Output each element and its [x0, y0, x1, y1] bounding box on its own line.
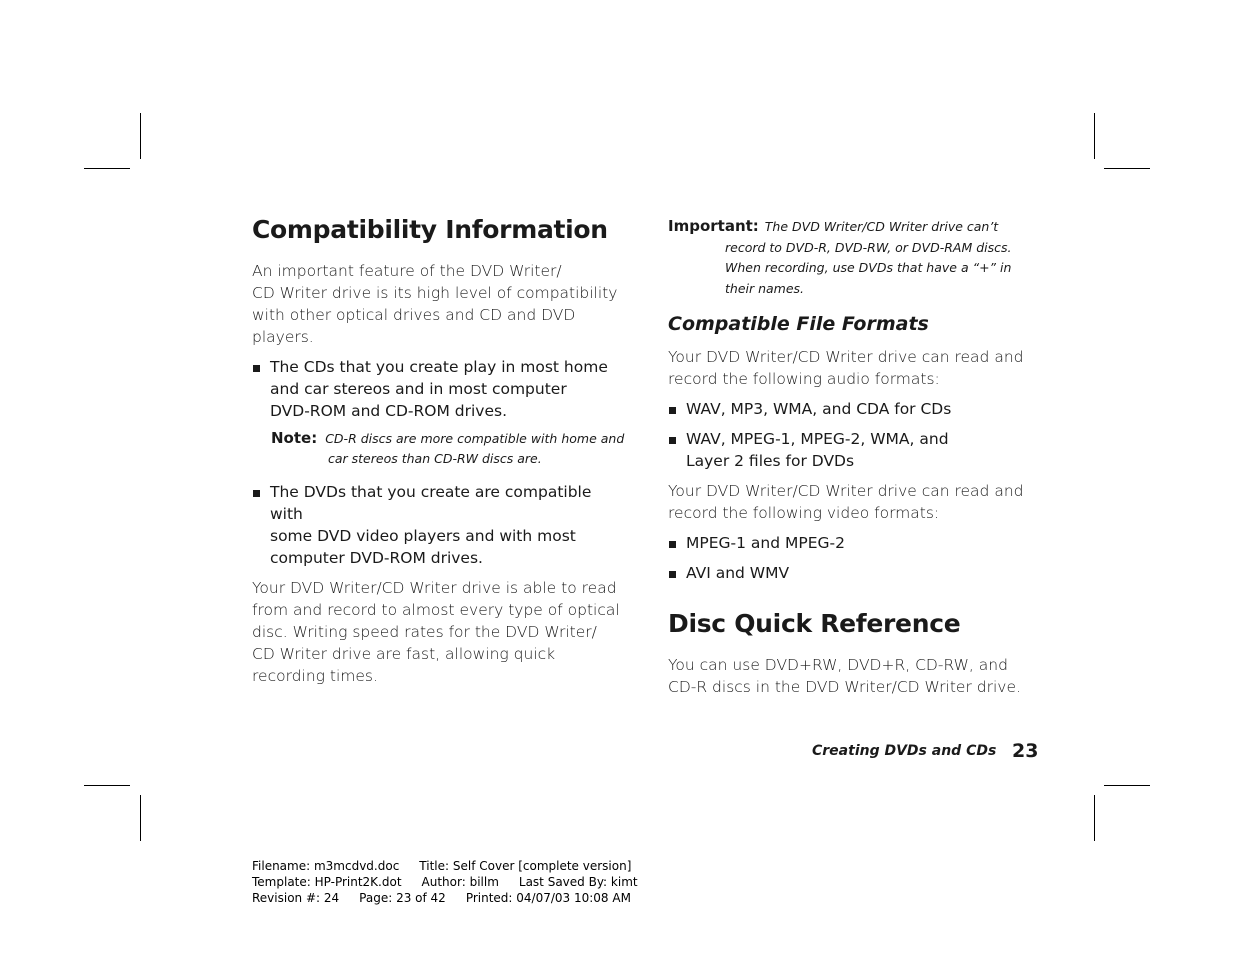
crop-mark [84, 168, 130, 169]
meta-author: Author: billm [421, 875, 499, 889]
page-number: 23 [1012, 740, 1039, 762]
important-callout [668, 216, 1043, 299]
crop-mark [1104, 168, 1150, 169]
crop-mark [1094, 113, 1095, 159]
bullet-icon [669, 571, 676, 578]
intro-paragraph: An important feature of the DVD Writer/ CD Writer drive is its high level of compatibility with other optical drives and CD and DVD players. [252, 262, 618, 346]
list-item: WAV, MP3, WMA, and CDA for CDs [668, 398, 1043, 420]
compatibility-list [252, 481, 627, 569]
important-text: The DVD Writer/CD Writer drive can’t [764, 219, 999, 234]
compatibility-list [252, 356, 627, 422]
note-text: car stereos than CD-RW discs are. [328, 451, 542, 466]
audio-formats-list [668, 398, 1043, 472]
crop-mark [1104, 785, 1150, 786]
note-label: Note: [271, 429, 318, 447]
meta-template: Template: HP-Print2K.dot [252, 875, 402, 889]
disc-paragraph: You can use DVD+RW, DVD+R, CD-RW, and CD-R discs in the DVD Writer/CD Writer drive. [668, 656, 1021, 696]
section-heading: Disc Quick Reference [668, 609, 961, 638]
bullet-icon [253, 365, 260, 372]
list-item: MPEG-1 and MPEG-2 [668, 532, 1043, 554]
crop-mark [84, 785, 130, 786]
bullet-icon [669, 541, 676, 548]
video-formats-list [668, 532, 1043, 584]
list-item: AVI and WMV [668, 562, 1043, 584]
crop-mark [140, 795, 141, 841]
meta-revision: Revision #: 24 [252, 891, 340, 905]
right-column [668, 216, 1043, 706]
bullet-icon [669, 407, 676, 414]
running-footer-title: Creating DVDs and CDs [812, 743, 997, 759]
list-item: The CDs that you create play in most home and car stereos and in most computer DVD-ROM and CD-ROM drives. [252, 356, 627, 422]
closing-paragraph: Your DVD Writer/CD Writer drive is able to read from and record to almost every type of optical disc. Writing speed rates for the DVD Writer/ CD Writer drive are fast, allowing quick recording times. [252, 579, 620, 685]
meta-printed: Printed: 04/07/03 10:08 AM [465, 891, 631, 905]
section-heading: Compatibility Information [252, 215, 608, 244]
subsection-heading: Compatible File Formats [668, 313, 929, 335]
document-metadata [252, 858, 638, 906]
bullet-icon [253, 490, 260, 497]
meta-page: Page: 23 of 42 [359, 891, 446, 905]
crop-mark [1094, 795, 1095, 841]
important-text: When recording, use DVDs that have a “+” in [725, 260, 1012, 275]
important-text: their names. [725, 280, 805, 296]
left-column [252, 212, 627, 695]
list-item: The DVDs that you create are compatible with some DVD video players and with most computer DVD-ROM drives. [252, 481, 627, 569]
meta-title: Title: Self Cover [complete version] [419, 859, 632, 873]
bullet-icon [669, 437, 676, 444]
video-intro: Your DVD Writer/CD Writer drive can read and record the following video formats: [668, 482, 1024, 522]
important-label: Important: [668, 217, 759, 235]
list-item: WAV, MPEG-1, MPEG-2, WMA, and Layer 2 files for DVDs [668, 428, 1043, 472]
note-callout [271, 428, 627, 469]
crop-mark [140, 113, 141, 159]
important-text: record to DVD-R, DVD-RW, or DVD-RAM discs. [725, 239, 1012, 255]
audio-intro: Your DVD Writer/CD Writer drive can read and record the following audio formats: [668, 348, 1024, 388]
meta-filename: Filename: m3mcdvd.doc [252, 859, 400, 873]
meta-last-saved: Last Saved By: kimt [518, 875, 638, 889]
note-text: CD-R discs are more compatible with home and [325, 431, 625, 446]
